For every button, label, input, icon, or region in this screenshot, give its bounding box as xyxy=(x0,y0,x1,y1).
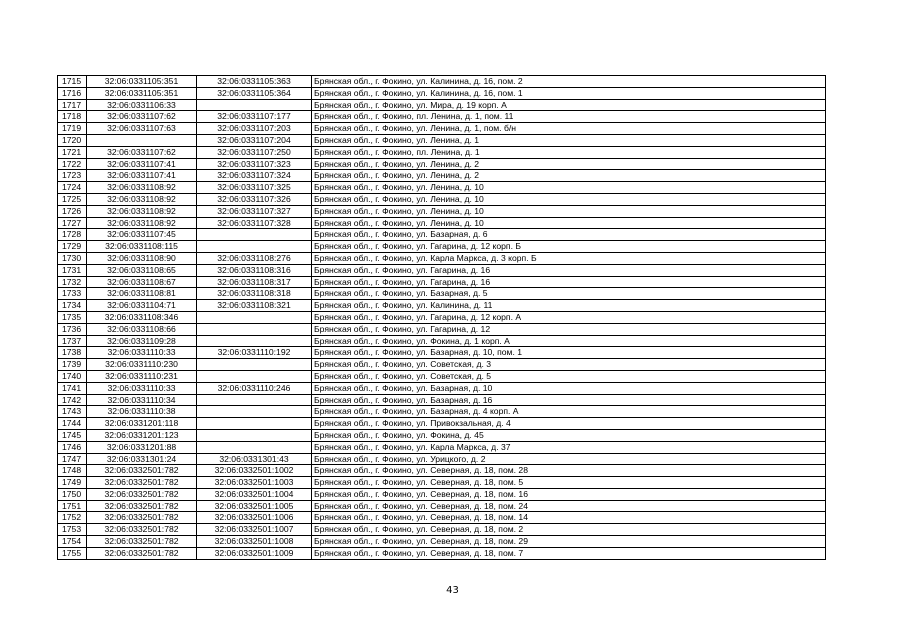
address-cell: Брянская обл., г. Фокино, ул. Северная, д. 18, пом. 7 xyxy=(312,547,826,559)
table-row xyxy=(58,524,826,536)
cadastral-number-cell: 32:06:0331107:45 xyxy=(87,229,197,241)
cadastral-number-cell: 32:06:0331301:24 xyxy=(87,453,197,465)
address-cell: Брянская обл., г. Фокино, ул. Карла Маркса, д. 3 корп. Б xyxy=(312,252,826,264)
object-number-cell: 32:06:0332501:1008 xyxy=(197,536,312,548)
object-number-cell: 32:06:0331107:204 xyxy=(197,134,312,146)
table-row xyxy=(58,323,826,335)
row-number-cell: 1754 xyxy=(58,536,87,548)
table-row xyxy=(58,359,826,371)
table-row xyxy=(58,406,826,418)
row-number-cell: 1726 xyxy=(58,205,87,217)
address-cell: Брянская обл., г. Фокино, ул. Северная, д. 18, пом. 24 xyxy=(312,500,826,512)
object-number-cell xyxy=(197,335,312,347)
cadastral-number-cell: 32:06:0332501:782 xyxy=(87,512,197,524)
row-number-cell: 1734 xyxy=(58,300,87,312)
row-number-cell: 1720 xyxy=(58,134,87,146)
table-row xyxy=(58,182,826,194)
address-cell: Брянская обл., г. Фокино, ул. Калинина, д. 16, пом. 2 xyxy=(312,76,826,88)
address-cell: Брянская обл., г. Фокино, ул. Северная, д. 18, пом. 5 xyxy=(312,477,826,489)
table-row xyxy=(58,170,826,182)
row-number-cell: 1743 xyxy=(58,406,87,418)
row-number-cell: 1721 xyxy=(58,146,87,158)
table-row xyxy=(58,252,826,264)
table-row xyxy=(58,370,826,382)
row-number-cell: 1753 xyxy=(58,524,87,536)
cadastral-number-cell: 32:06:0331107:62 xyxy=(87,111,197,123)
address-cell: Брянская обл., г. Фокино, ул. Северная, д. 18, пом. 28 xyxy=(312,465,826,477)
object-number-cell: 32:06:0331105:364 xyxy=(197,87,312,99)
address-cell: Брянская обл., г. Фокино, ул. Северная, д. 18, пом. 29 xyxy=(312,536,826,548)
object-number-cell: 32:06:0331107:323 xyxy=(197,158,312,170)
table-row xyxy=(58,547,826,559)
cadastral-number-cell: 32:06:0331201:123 xyxy=(87,429,197,441)
row-number-cell: 1722 xyxy=(58,158,87,170)
cadastral-number-cell: 32:06:0332501:782 xyxy=(87,524,197,536)
table-row xyxy=(58,418,826,430)
object-number-cell: 32:06:0331108:316 xyxy=(197,264,312,276)
row-number-cell: 1719 xyxy=(58,123,87,135)
cadastral-number-cell: 32:06:0331110:34 xyxy=(87,394,197,406)
object-number-cell: 32:06:0331107:327 xyxy=(197,205,312,217)
row-number-cell: 1716 xyxy=(58,87,87,99)
row-number-cell: 1741 xyxy=(58,382,87,394)
object-number-cell: 32:06:0331108:321 xyxy=(197,300,312,312)
address-cell: Брянская обл., г. Фокино, ул. Гагарина, д. 12 корп. А xyxy=(312,311,826,323)
object-number-cell xyxy=(197,323,312,335)
address-cell: Брянская обл., г. Фокино, ул. Базарная, д. 4 корп. А xyxy=(312,406,826,418)
row-number-cell: 1727 xyxy=(58,217,87,229)
address-cell: Брянская обл., г. Фокино, ул. Северная, д. 18, пом. 16 xyxy=(312,488,826,500)
object-number-cell xyxy=(197,229,312,241)
object-number-cell: 32:06:0331110:192 xyxy=(197,347,312,359)
address-cell: Брянская обл., г. Фокино, ул. Фокина, д. 1 корп. А xyxy=(312,335,826,347)
address-cell: Брянская обл., г. Фокино, ул. Ленина, д. 2 xyxy=(312,170,826,182)
row-number-cell: 1733 xyxy=(58,288,87,300)
address-cell: Брянская обл., г. Фокино, ул. Базарная, д. 5 xyxy=(312,288,826,300)
address-cell: Брянская обл., г. Фокино, ул. Мира, д. 19 корп. А xyxy=(312,99,826,111)
table-row xyxy=(58,123,826,135)
address-cell: Брянская обл., г. Фокино, ул. Советская, д. 5 xyxy=(312,370,826,382)
cadastral-number-cell: 32:06:0331108:65 xyxy=(87,264,197,276)
table-row xyxy=(58,465,826,477)
address-cell: Брянская обл., г. Фокино, ул. Гагарина, д. 16 xyxy=(312,264,826,276)
object-number-cell: 32:06:0331107:326 xyxy=(197,193,312,205)
object-number-cell xyxy=(197,406,312,418)
object-number-cell: 32:06:0331107:250 xyxy=(197,146,312,158)
cadastral-number-cell: 32:06:0331110:38 xyxy=(87,406,197,418)
address-cell: Брянская обл., г. Фокино, ул. Ленина, д. 10 xyxy=(312,205,826,217)
row-number-cell: 1739 xyxy=(58,359,87,371)
table-row xyxy=(58,500,826,512)
row-number-cell: 1738 xyxy=(58,347,87,359)
object-number-cell: 32:06:0331108:276 xyxy=(197,252,312,264)
cadastral-number-cell: 32:06:0331108:81 xyxy=(87,288,197,300)
row-number-cell: 1736 xyxy=(58,323,87,335)
address-cell: Брянская обл., г. Фокино, ул. Ленина, д. 2 xyxy=(312,158,826,170)
object-number-cell: 32:06:0331107:328 xyxy=(197,217,312,229)
cadastral-number-cell xyxy=(87,134,197,146)
cadastral-number-cell: 32:06:0331110:33 xyxy=(87,347,197,359)
cadastral-number-cell: 32:06:0331108:92 xyxy=(87,205,197,217)
table-row xyxy=(58,429,826,441)
cadastral-number-cell: 32:06:0331110:231 xyxy=(87,370,197,382)
row-number-cell: 1755 xyxy=(58,547,87,559)
row-number-cell: 1742 xyxy=(58,394,87,406)
address-cell: Брянская обл., г. Фокино, ул. Привокзальная, д. 4 xyxy=(312,418,826,430)
row-number-cell: 1731 xyxy=(58,264,87,276)
cadastral-number-cell: 32:06:0331110:33 xyxy=(87,382,197,394)
address-cell: Брянская обл., г. Фокино, ул. Гагарина, д. 12 xyxy=(312,323,826,335)
table-row xyxy=(58,477,826,489)
table-row xyxy=(58,264,826,276)
address-cell: Брянская обл., г. Фокино, ул. Ленина, д. 1, пом. б/н xyxy=(312,123,826,135)
table-row xyxy=(58,488,826,500)
table-row xyxy=(58,158,826,170)
object-number-cell xyxy=(197,418,312,430)
cadastral-number-cell: 32:06:0332501:782 xyxy=(87,500,197,512)
object-number-cell: 32:06:0331107:203 xyxy=(197,123,312,135)
table-row xyxy=(58,193,826,205)
object-number-cell xyxy=(197,311,312,323)
row-number-cell: 1723 xyxy=(58,170,87,182)
table-row xyxy=(58,536,826,548)
table-body xyxy=(58,76,826,560)
cadastral-number-cell: 32:06:0331105:351 xyxy=(87,76,197,88)
address-cell: Брянская обл., г. Фокино, ул. Советская, д. 3 xyxy=(312,359,826,371)
cadastral-number-cell: 32:06:0331107:62 xyxy=(87,146,197,158)
object-number-cell xyxy=(197,441,312,453)
object-number-cell: 32:06:0331105:363 xyxy=(197,76,312,88)
object-number-cell: 32:06:0332501:1005 xyxy=(197,500,312,512)
row-number-cell: 1737 xyxy=(58,335,87,347)
cadastral-number-cell: 32:06:0331108:90 xyxy=(87,252,197,264)
row-number-cell: 1725 xyxy=(58,193,87,205)
address-cell: Брянская обл., г. Фокино, ул. Базарная, д. 10 xyxy=(312,382,826,394)
address-cell: Брянская обл., г. Фокино, ул. Калинина, д. 11 xyxy=(312,300,826,312)
object-number-cell: 32:06:0331108:318 xyxy=(197,288,312,300)
table-row xyxy=(58,453,826,465)
cadastral-number-cell: 32:06:0331109:28 xyxy=(87,335,197,347)
object-number-cell: 32:06:0331301:43 xyxy=(197,453,312,465)
row-number-cell: 1740 xyxy=(58,370,87,382)
table-row xyxy=(58,441,826,453)
row-number-cell: 1724 xyxy=(58,182,87,194)
cadastral-number-cell: 32:06:0331110:230 xyxy=(87,359,197,371)
address-cell: Брянская обл., г. Фокино, ул. Северная, д. 18, пом. 14 xyxy=(312,512,826,524)
object-number-cell: 32:06:0332501:1003 xyxy=(197,477,312,489)
object-number-cell: 32:06:0332501:1002 xyxy=(197,465,312,477)
address-cell: Брянская обл., г. Фокино, ул. Урицкого, д. 2 xyxy=(312,453,826,465)
cadastral-number-cell: 32:06:0331104:71 xyxy=(87,300,197,312)
cadastral-number-cell: 32:06:0331107:41 xyxy=(87,158,197,170)
object-number-cell xyxy=(197,359,312,371)
table-row xyxy=(58,347,826,359)
table-row xyxy=(58,205,826,217)
table-row xyxy=(58,76,826,88)
address-cell: Брянская обл., г. Фокино, ул. Северная, д. 18, пом. 2 xyxy=(312,524,826,536)
object-number-cell: 32:06:0331108:317 xyxy=(197,276,312,288)
object-number-cell xyxy=(197,429,312,441)
row-number-cell: 1728 xyxy=(58,229,87,241)
object-number-cell xyxy=(197,241,312,253)
object-number-cell: 32:06:0332501:1007 xyxy=(197,524,312,536)
cadastral-number-cell: 32:06:0331105:351 xyxy=(87,87,197,99)
table-row xyxy=(58,99,826,111)
cadastral-number-cell: 32:06:0332501:782 xyxy=(87,465,197,477)
table-row xyxy=(58,300,826,312)
address-cell: Брянская обл., г. Фокино, ул. Ленина, д. 1 xyxy=(312,134,826,146)
row-number-cell: 1748 xyxy=(58,465,87,477)
address-cell: Брянская обл., г. Фокино, ул. Ленина, д. 10 xyxy=(312,217,826,229)
table-row xyxy=(58,394,826,406)
row-number-cell: 1715 xyxy=(58,76,87,88)
address-cell: Брянская обл., г. Фокино, ул. Гагарина, д. 12 корп. Б xyxy=(312,241,826,253)
object-number-cell: 32:06:0332501:1006 xyxy=(197,512,312,524)
table-row xyxy=(58,111,826,123)
row-number-cell: 1750 xyxy=(58,488,87,500)
object-number-cell: 32:06:0331107:325 xyxy=(197,182,312,194)
row-number-cell: 1747 xyxy=(58,453,87,465)
cadastral-number-cell: 32:06:0331201:88 xyxy=(87,441,197,453)
table-row xyxy=(58,217,826,229)
table-row xyxy=(58,146,826,158)
row-number-cell: 1717 xyxy=(58,99,87,111)
row-number-cell: 1745 xyxy=(58,429,87,441)
object-number-cell: 32:06:0332501:1004 xyxy=(197,488,312,500)
cadastral-number-cell: 32:06:0331108:115 xyxy=(87,241,197,253)
address-cell: Брянская обл., г. Фокино, ул. Фокина, д. 45 xyxy=(312,429,826,441)
row-number-cell: 1732 xyxy=(58,276,87,288)
row-number-cell: 1735 xyxy=(58,311,87,323)
cadastral-number-cell: 32:06:0331108:92 xyxy=(87,182,197,194)
cadastral-number-cell: 32:06:0332501:782 xyxy=(87,536,197,548)
address-cell: Брянская обл., г. Фокино, ул. Базарная, д. 16 xyxy=(312,394,826,406)
table-row xyxy=(58,241,826,253)
row-number-cell: 1746 xyxy=(58,441,87,453)
page-number: 43 xyxy=(446,585,459,596)
cadastral-number-cell: 32:06:0332501:782 xyxy=(87,547,197,559)
cadastral-number-cell: 32:06:0331108:92 xyxy=(87,193,197,205)
object-number-cell: 32:06:0331107:177 xyxy=(197,111,312,123)
cadastral-number-cell: 32:06:0331201:118 xyxy=(87,418,197,430)
table-row xyxy=(58,229,826,241)
address-cell: Брянская обл., г. Фокино, ул. Калинина, д. 16, пом. 1 xyxy=(312,87,826,99)
address-cell: Брянская обл., г. Фокино, ул. Карла Маркса, д. 37 xyxy=(312,441,826,453)
row-number-cell: 1729 xyxy=(58,241,87,253)
cadastral-number-cell: 32:06:0331107:63 xyxy=(87,123,197,135)
cadastral-number-cell: 32:06:0331108:346 xyxy=(87,311,197,323)
table-row xyxy=(58,134,826,146)
object-number-cell xyxy=(197,99,312,111)
address-cell: Брянская обл., г. Фокино, пл. Ленина, д. 1, пом. 11 xyxy=(312,111,826,123)
row-number-cell: 1749 xyxy=(58,477,87,489)
table-row xyxy=(58,311,826,323)
object-number-cell: 32:06:0332501:1009 xyxy=(197,547,312,559)
row-number-cell: 1744 xyxy=(58,418,87,430)
object-number-cell xyxy=(197,394,312,406)
cadastral-number-cell: 32:06:0331108:67 xyxy=(87,276,197,288)
row-number-cell: 1730 xyxy=(58,252,87,264)
row-number-cell: 1751 xyxy=(58,500,87,512)
table-row xyxy=(58,382,826,394)
table-row xyxy=(58,512,826,524)
object-number-cell: 32:06:0331107:324 xyxy=(197,170,312,182)
cadastral-number-cell: 32:06:0331106:33 xyxy=(87,99,197,111)
table-row xyxy=(58,87,826,99)
address-cell: Брянская обл., г. Фокино, ул. Базарная, д. 10, пом. 1 xyxy=(312,347,826,359)
table-row xyxy=(58,335,826,347)
object-number-cell xyxy=(197,370,312,382)
cadastral-number-cell: 32:06:0332501:782 xyxy=(87,488,197,500)
object-number-cell: 32:06:0331110:246 xyxy=(197,382,312,394)
row-number-cell: 1718 xyxy=(58,111,87,123)
row-number-cell: 1752 xyxy=(58,512,87,524)
address-cell: Брянская обл., г. Фокино, ул. Базарная, д. 6 xyxy=(312,229,826,241)
property-table xyxy=(57,75,826,560)
address-cell: Брянская обл., г. Фокино, ул. Гагарина, д. 16 xyxy=(312,276,826,288)
cadastral-number-cell: 32:06:0331108:66 xyxy=(87,323,197,335)
table-row xyxy=(58,276,826,288)
address-cell: Брянская обл., г. Фокино, ул. Ленина, д. 10 xyxy=(312,182,826,194)
cadastral-number-cell: 32:06:0332501:782 xyxy=(87,477,197,489)
address-cell: Брянская обл., г. Фокино, пл. Ленина, д. 1 xyxy=(312,146,826,158)
document-page xyxy=(57,75,826,560)
table-row xyxy=(58,288,826,300)
cadastral-number-cell: 32:06:0331107:41 xyxy=(87,170,197,182)
address-cell: Брянская обл., г. Фокино, ул. Ленина, д. 10 xyxy=(312,193,826,205)
cadastral-number-cell: 32:06:0331108:92 xyxy=(87,217,197,229)
